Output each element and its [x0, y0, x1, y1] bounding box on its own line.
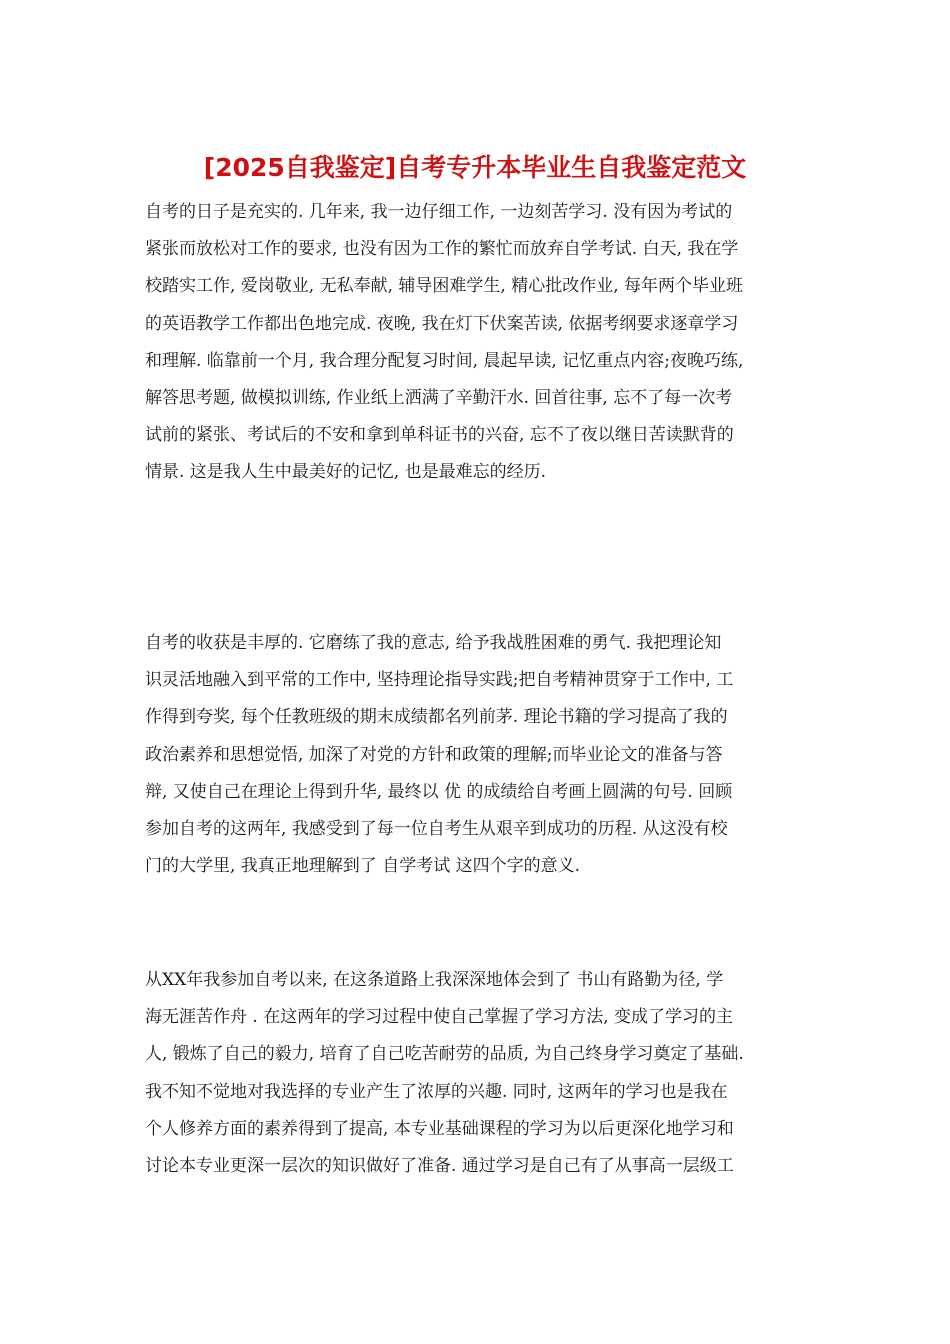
paragraph-line: 试前的紧张、考试后的不安和拿到单科证书的兴奋, 忘不了夜以继日苦读默背的	[145, 425, 734, 446]
paragraph-line: 政治素养和思想觉悟, 加深了对党的方针和政策的理解;而毕业论文的准备与答	[145, 744, 723, 765]
paragraph-line: 自考的日子是充实的. 几年来, 我一边仔细工作, 一边刻苦学习. 没有因为考试的	[145, 202, 733, 222]
paragraph-line: 参加自考的这两年, 我感受到了每一位自考生从艰辛到成功的历程. 从这没有校	[145, 819, 728, 840]
paragraph-line: 个人修养方面的素养得到了提高, 本专业基础课程的学习为以后更深化地学习和	[145, 1118, 734, 1139]
paragraph-line: 识灵活地融入到平常的工作中, 坚持理论指导实践;把自考精神贯穿于工作中, 工	[145, 670, 734, 691]
paragraph-1	[145, 194, 815, 492]
paragraph-3	[145, 962, 815, 1185]
paragraph-line: 和理解. 临靠前一个月, 我合理分配复习时间, 晨起早读, 记忆重点内容;夜晚巧练,	[145, 350, 744, 371]
paragraph-line: 的英语教学工作都出色地完成. 夜晚, 我在灯下伏案苦读, 依据考纲要求逐章学习	[145, 313, 739, 334]
paragraph-line: 海无涯苦作舟 . 在这两年的学习过程中使自己掌握了学习方法, 变成了学习的主	[145, 1007, 734, 1028]
paragraph-line: 校踏实工作, 爱岗敬业, 无私奉献, 辅导困难学生, 精心批改作业, 每年两个毕业班	[145, 276, 744, 297]
paragraph-line: 紧张而放松对工作的要求, 也没有因为工作的繁忙而放弃自学考试. 白天, 我在学	[145, 239, 739, 260]
paragraph-line: 从XX年我参加自考以来, 在这条道路上我深深地体会到了 书山有路勤为径, 学	[145, 970, 724, 990]
paragraph-line: 作得到夸奖, 每个任教班级的期末成绩都名列前茅. 理论书籍的学习提高了我的	[145, 707, 728, 728]
paragraph-line: 门的大学里, 我真正地理解到了 自学考试 这四个字的意义.	[145, 856, 581, 877]
paragraph-line: 讨论本专业更深一层次的知识做好了准备. 通过学习是自己有了从事高一层级工	[145, 1156, 734, 1177]
paragraph-line: 人, 锻炼了自己的毅力, 培育了自己吃苦耐劳的品质, 为自己终身学习奠定了基础.	[145, 1044, 744, 1065]
paragraph-2	[145, 625, 815, 885]
paragraph-line: 情景. 这是我人生中最美好的记忆, 也是最难忘的经历.	[145, 462, 547, 483]
paragraph-line: 自考的收获是丰厚的. 它磨练了我的意志, 给予我战胜困难的勇气. 我把理论知	[145, 633, 722, 653]
paragraph-line: 解答思考题, 做模拟训练, 作业纸上洒满了辛勤汗水. 回首往事, 忘不了每一次考	[145, 388, 733, 409]
paragraph-line: 辩, 又使自己在理论上得到升华, 最终以 优 的成绩给自考画上圆满的句号. 回顾	[145, 781, 733, 802]
document-title: [2025自我鉴定]自考专升本毕业生自我鉴定范文	[203, 153, 747, 182]
paragraph-line: 我不知不觉地对我选择的专业产生了浓厚的兴趣. 同时, 这两年的学习也是我在	[145, 1081, 728, 1102]
